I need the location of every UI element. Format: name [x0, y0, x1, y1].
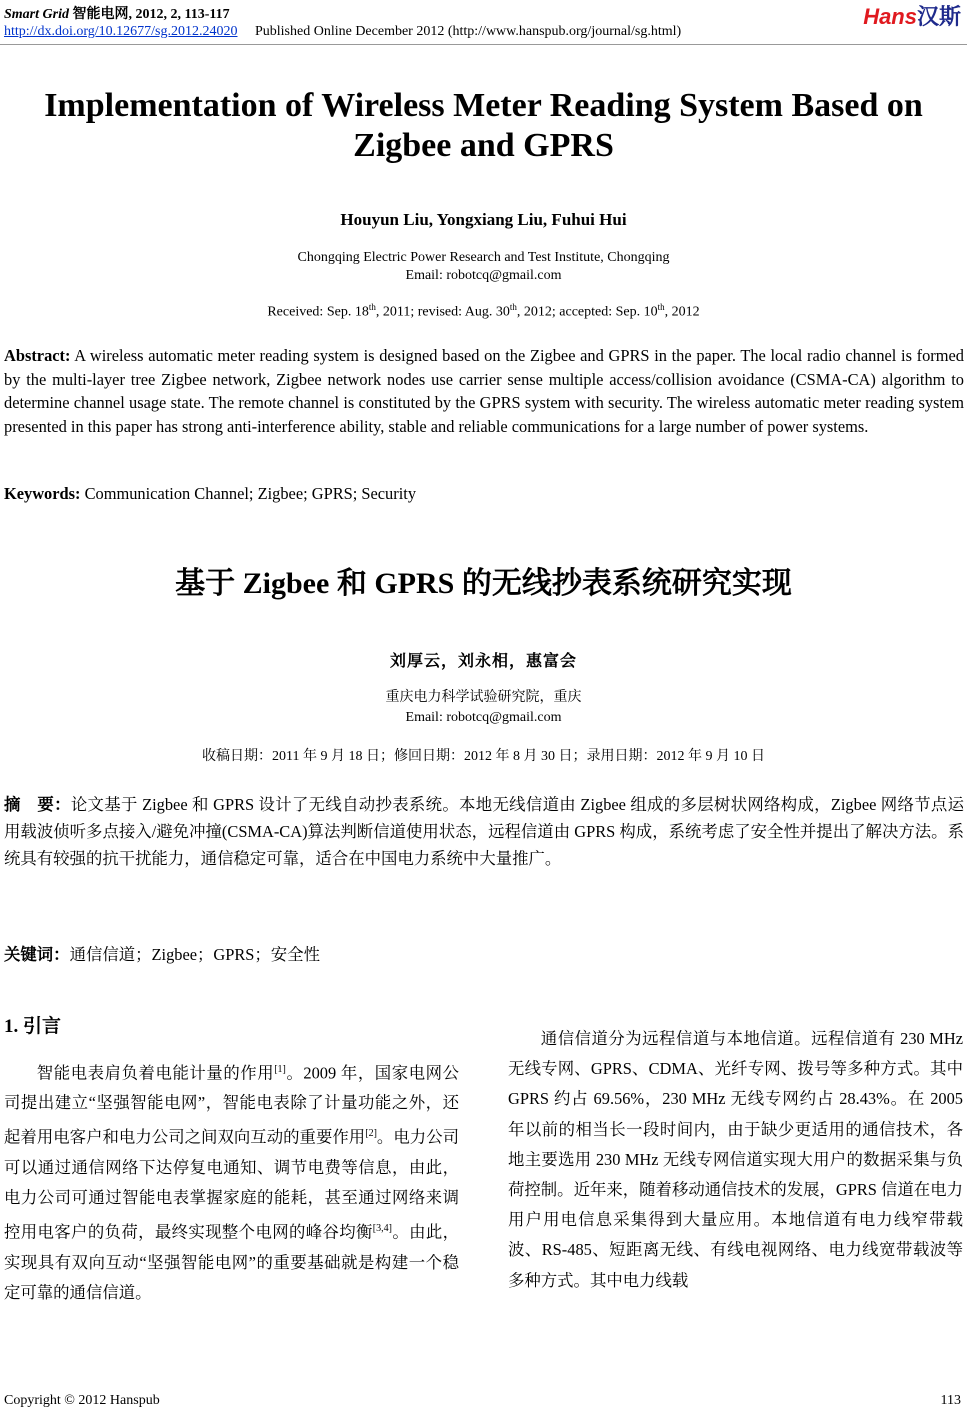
keywords-text-zh: 通信信道；Zigbee；GPRS；安全性 — [69, 945, 320, 964]
abstract-label-en: Abstract: — [4, 346, 71, 365]
citation-ref[interactable]: [2] — [365, 1127, 377, 1139]
abstract-zh — [4, 791, 964, 872]
author-email: Email: robotcq@gmail.com — [405, 268, 562, 283]
paper-title-en: Implementation of Wireless Meter Reading System Based on Zigbee and GPRS — [44, 87, 923, 164]
ordinal-sup: th — [509, 302, 517, 312]
header-divider — [0, 44, 967, 45]
doi-line — [4, 24, 681, 40]
text-run: 。由此，实现具有双向互动“坚强智能电网”的重要基础就是构建一个稳定可靠的通信信道。 — [4, 1222, 460, 1303]
authors-zh: 刘厚云，刘永相，惠富会 — [389, 653, 577, 670]
accepted-date: , 2012; accepted: Sep. 10 — [516, 304, 658, 320]
affiliation-text: Chongqing Electric Power Research and Test Institute, Chongqing — [297, 250, 670, 265]
publisher-logo — [863, 0, 961, 31]
keywords-zh — [4, 941, 320, 965]
copyright-notice: Copyright © 2012 Hanspub — [4, 1393, 160, 1408]
received-suffix: , 2012 — [664, 304, 700, 320]
text-run: 。电力公司可以通过通信网络下达停复电通知、调节电费等信息，由此，电力公司可通过智能电表掌握家庭的能耗，甚至通过网络来调控用电客户的负荷，最终实现整个电网的峰谷均衡 — [4, 1127, 460, 1242]
affiliation-en — [0, 249, 967, 285]
published-info: Published Online December 2012 (http://www.hanspub.org/journal/sg.html) — [254, 24, 682, 39]
journal-name: Smart Grid — [4, 7, 69, 22]
affiliation-zh — [0, 688, 967, 728]
logo-text-zh: 汉斯 — [916, 4, 961, 29]
ordinal-sup: th — [368, 302, 376, 312]
revised-date: , 2011; revised: Aug. 30 — [375, 304, 510, 320]
keywords-label-zh: 关键词： — [4, 945, 70, 964]
authors-en: Houyun Liu, Yongxiang Liu, Fuhui Hui — [340, 210, 627, 229]
text-run: 智能电表肩负着电能计量的作用 — [36, 1062, 275, 1082]
keywords-label-en: Keywords: — [4, 484, 81, 503]
author-email-zh: Email: robotcq@gmail.com — [405, 710, 562, 725]
doi-link[interactable]: http://dx.doi.org/10.12677/sg.2012.24020 — [4, 24, 238, 39]
section-heading: 1. 引言 — [4, 1016, 62, 1037]
paper-title-zh: 基于 Zigbee 和 GPRS 的无线抄表系统研究实现 — [175, 567, 792, 600]
received-dates-zh: 收稿日期：2011 年 9 月 18 日；修回日期：2012 年 8 月 30 日；录用日期：2012 年 9 月 10 日 — [202, 749, 765, 764]
journal-info: 智能电网, 2012, 2, 113-117 — [72, 7, 230, 22]
abstract-en — [4, 344, 964, 438]
received-prefix: Received: Sep. 18 — [267, 304, 369, 320]
body-paragraph — [4, 1055, 459, 1309]
page-number: 113 — [940, 1393, 961, 1408]
citation-ref[interactable]: [3,4] — [372, 1222, 392, 1234]
received-dates-en — [0, 302, 967, 321]
body-paragraph: 通信信道分为远程信道与本地信道。远程信道有 230 MHz 无线专网、GPRS、CDMA、光纤专网、拨号等多种方式。其中 GPRS 约占 69.56%，230 MHz 无线专网约占 28.43%。在 2005 年以前的相当长一段时间内，由于缺少更适用的通信技术，各地主要选用 230 MHz 无线专网信道实现大用户的数据采集与负荷控制。近年来，随着移动通信技术的发展，GPRS 信道在电力用户用电信息采集得到大量应用。本地信道有电力线窄带载波、RS-485、短距离无线、有线电视网络、电力线宽带载波等多种方式。其中电力线载 — [508, 1029, 963, 1290]
citation-ref[interactable]: [1] — [274, 1063, 286, 1075]
body-right-column — [508, 1024, 963, 1296]
abstract-text-en: A wireless automatic meter reading system is designed based on the Zigbee and GPRS in the paper. The local radio channel is formed by the multi-layer tree Zigbee network, Zigbee network nodes use carrier sense multiple access/collision avoidance (CSMA-CA) algorithm to determine channel usage state. The remote channel is constituted by the GPRS system with security. The wireless automatic meter reading system presented in this paper has strong anti-interference ability, stable and reliable communications for a large number of power systems. — [4, 346, 964, 436]
abstract-text-zh: 论文基于 Zigbee 和 GPRS 设计了无线自动抄表系统。本地无线信道由 Zigbee 组成的多层树状网络构成，Zigbee 网络节点运用载波侦听多点接入/避免冲撞(CSMA-CA)算法判断信道使用状态，远程信道由 GPRS 构成，系统考虑了安全性并提出了解决方法。系统具有较强的抗干扰能力，通信稳定可靠，适合在中国电力系统中大量推广。 — [4, 795, 965, 868]
journal-header — [4, 3, 230, 23]
affiliation-text-zh: 重庆电力科学试验研究院，重庆 — [385, 690, 582, 705]
keywords-en — [4, 484, 416, 504]
text-run: 。2009 年，国家电网公司提出建立“坚强智能电网”，智能电表除了计量功能之外，还起着用电客户和电力公司之间双向互动的重要作用 — [4, 1062, 459, 1147]
abstract-label-zh: 摘 要： — [4, 795, 71, 814]
logo-text-en: Hans — [863, 4, 917, 29]
ordinal-sup: th — [657, 302, 665, 312]
body-left-column — [4, 1012, 459, 1309]
keywords-text-en: Communication Channel; Zigbee; GPRS; Security — [84, 484, 417, 503]
